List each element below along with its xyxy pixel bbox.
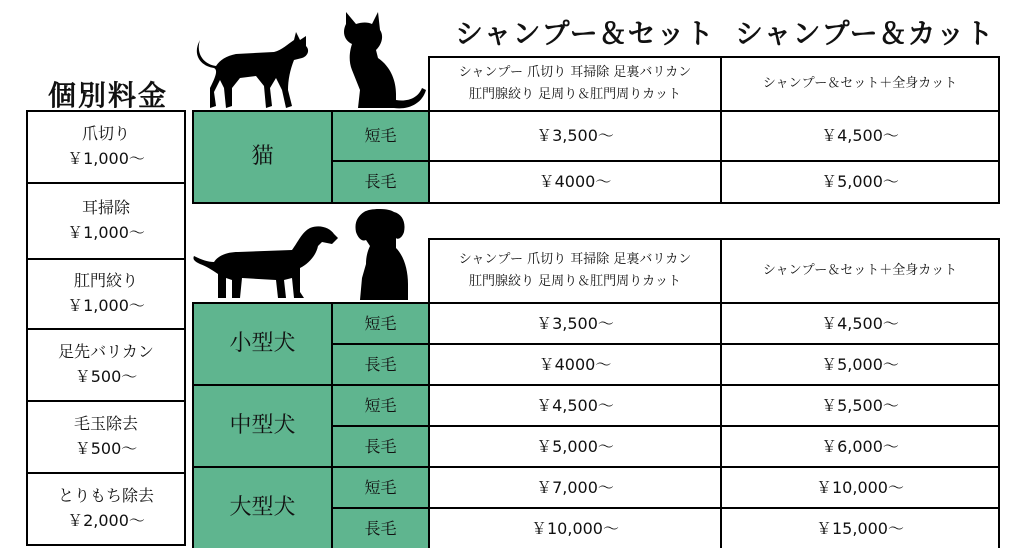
option-name: 肛門絞り: [73, 271, 138, 291]
option-item: [26, 260, 186, 330]
option-item: [26, 330, 186, 402]
small-short-set-price: ￥3,500〜: [536, 313, 614, 333]
option-name: 足先バリカン: [58, 342, 154, 362]
sitting-dog-icon: [354, 208, 410, 302]
options-title: 個別料金: [48, 79, 169, 112]
small-long-cut-price: ￥5,000〜: [821, 354, 899, 374]
dog-size-small: 小型犬: [229, 331, 296, 357]
option-price: ￥1,000〜: [67, 296, 145, 315]
small-short-cut-price: ￥4,500〜: [821, 313, 899, 333]
small-long-set-price: ￥4000〜: [538, 354, 612, 374]
dog-desc-set-line2: 肛門腺絞り 足周り＆肛門周りカット: [468, 274, 681, 289]
coat-long: 長毛: [364, 436, 397, 456]
coat-short: 短毛: [364, 126, 397, 146]
option-name: とりもち除去: [57, 486, 154, 506]
dog-desc-set: [430, 240, 720, 302]
cat-short-set-price: ￥3,500〜: [536, 126, 614, 146]
walking-cat-icon: [196, 30, 316, 110]
option-item: [26, 474, 186, 546]
option-price: ￥500〜: [74, 367, 138, 386]
medium-short-set-price: ￥4,500〜: [536, 395, 614, 415]
option-price: ￥500〜: [74, 439, 138, 458]
large-short-set-price: ￥7,000〜: [536, 477, 614, 497]
cat-desc-set-line2: 肛門腺絞り 足周り＆肛門周りカット: [468, 87, 681, 102]
option-name: 毛玉除去: [73, 414, 138, 434]
header-shampoo-cut: シャンプー＆カット: [735, 17, 995, 50]
option-item: [26, 402, 186, 474]
dachshund-icon: [192, 222, 342, 302]
header-shampoo-set: シャンプー＆セット: [455, 17, 715, 50]
medium-short-cut-price: ￥5,500〜: [821, 395, 899, 415]
sitting-cat-icon: [338, 10, 428, 110]
coat-short: 短毛: [364, 477, 397, 497]
option-name: 爪切り: [81, 124, 130, 144]
cat-long-set-price: ￥4000〜: [538, 172, 612, 192]
medium-long-cut-price: ￥6,000〜: [821, 436, 899, 456]
large-short-cut-price: ￥10,000〜: [816, 477, 904, 497]
large-long-set-price: ￥10,000〜: [531, 518, 619, 538]
coat-short: 短毛: [364, 313, 397, 333]
cat-label: 猫: [251, 144, 274, 170]
option-price: ￥2,000〜: [67, 511, 145, 530]
cat-long-cut-price: ￥5,000〜: [821, 172, 899, 192]
option-price: ￥1,000〜: [67, 223, 145, 242]
dog-desc-cut: シャンプー＆セット＋全身カット: [762, 262, 958, 278]
cat-desc-set: [430, 58, 720, 110]
option-price: ￥1,000〜: [67, 149, 145, 168]
cat-short-cut-price: ￥4,500〜: [821, 126, 899, 146]
cat-desc-set-line1: シャンプー 爪切り 耳掃除 足裏バリカン: [458, 64, 692, 80]
coat-long: 長毛: [364, 354, 397, 374]
option-item: [26, 110, 186, 184]
coat-short: 短毛: [364, 395, 397, 415]
dog-desc-set-line1: シャンプー 爪切り 耳掃除 足裏バリカン: [458, 251, 692, 267]
large-long-cut-price: ￥15,000〜: [816, 518, 904, 538]
cat-desc-cut: シャンプー＆セット＋全身カット: [762, 75, 958, 91]
option-item: [26, 184, 186, 260]
coat-long: 長毛: [364, 172, 397, 192]
dog-size-large: 大型犬: [229, 495, 296, 521]
option-name: 耳掃除: [81, 198, 130, 218]
dog-size-medium: 中型犬: [229, 413, 296, 439]
coat-long: 長毛: [364, 518, 397, 538]
medium-long-set-price: ￥5,000〜: [536, 436, 614, 456]
